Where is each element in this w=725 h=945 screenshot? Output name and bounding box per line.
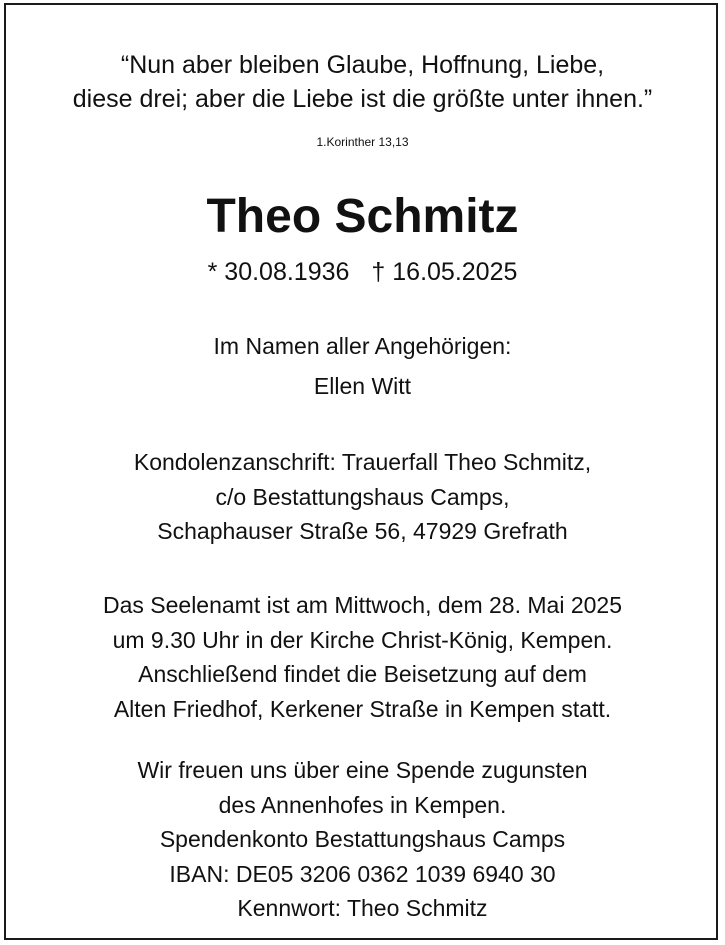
quote-line: diese drei; aber die Liebe ist die größte unter ihnen.” <box>72 85 653 113</box>
family-intro: Im Namen aller Angehörigen: <box>213 333 512 359</box>
service-line: Alten Friedhof, Kerkener Straße in Kempen statt. <box>113 695 612 722</box>
donation-line: Wir freuen uns über eine Spende zugunsten <box>137 757 588 783</box>
life-dates <box>0 256 725 288</box>
condolence-address <box>0 445 725 549</box>
death-date: † 16.05.2025 <box>371 258 518 286</box>
donation-info <box>0 753 725 926</box>
iban-line: IBAN: DE05 3206 0362 1039 6940 30 <box>169 860 556 887</box>
service-line: Anschließend findet die Beisetzung auf dem <box>138 661 587 687</box>
funeral-service-info <box>0 588 725 726</box>
family-signature: Ellen Witt <box>313 373 412 399</box>
birth-date: * 30.08.1936 <box>207 258 350 286</box>
address-line: Kondolenzanschrift: Trauerfall Theo Schmitz, <box>133 449 592 475</box>
donation-line: Kennwort: Theo Schmitz <box>237 895 488 921</box>
quote-source: 1.Korinther 13,13 <box>316 135 409 149</box>
donation-line: Spendenkonto Bestattungshaus Camps <box>159 826 566 852</box>
address-line: Schaphauser Straße 56, 47929 Grefrath <box>157 518 568 544</box>
quote-line: “Nun aber bleiben Glaube, Hoffnung, Liebe, <box>120 51 605 79</box>
deceased-name: Theo Schmitz <box>206 190 519 243</box>
bible-quote <box>0 48 725 116</box>
donation-line: des Annenhofes in Kempen. <box>218 791 507 818</box>
service-line: um 9.30 Uhr in der Kirche Christ-König, Kempen. <box>112 626 613 653</box>
service-line: Das Seelenamt ist am Mittwoch, dem 28. Mai 2025 <box>102 592 622 618</box>
address-line: c/o Bestattungshaus Camps, <box>215 483 510 510</box>
